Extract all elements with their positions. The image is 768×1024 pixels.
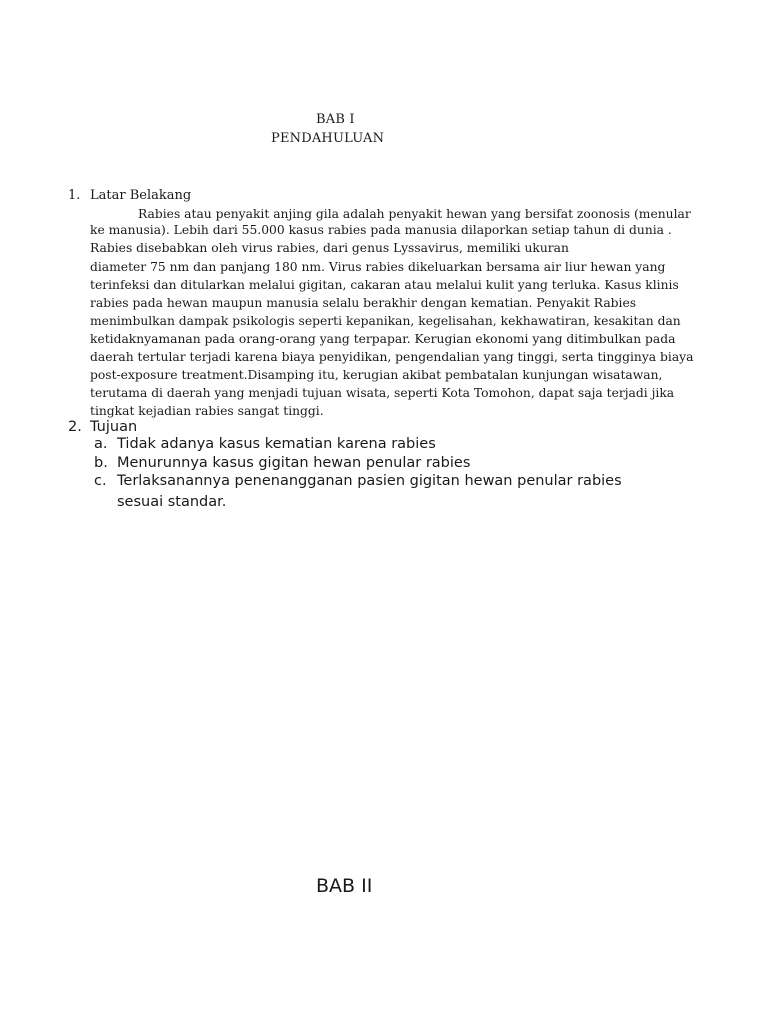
paragraph-line: tingkat kejadian rabies sangat tinggi. xyxy=(90,404,324,418)
chapter-2-heading: BAB II xyxy=(316,875,373,897)
section-1-title: Latar Belakang xyxy=(90,188,192,203)
paragraph-line: rabies pada hewan maupun manusia selalu berakhir dengan kematian. Penyakit Rabies xyxy=(90,296,637,310)
section-2-number: 2. xyxy=(68,419,82,435)
list-item-marker: a. xyxy=(94,436,108,452)
paragraph-line: terutama di daerah yang menjadi tujuan wisata, seperti Kota Tomohon, dapat saja terjadi jika xyxy=(90,386,675,400)
list-item-marker: b. xyxy=(94,455,108,471)
section-1-number: 1. xyxy=(68,188,81,203)
paragraph-line: menimbulkan dampak psikologis seperti kepanikan, kegelisahan, kekhawatiran, kesakitan dan xyxy=(90,314,681,328)
list-item-marker: c. xyxy=(94,473,107,489)
chapter-title: PENDAHULUAN xyxy=(271,131,385,146)
paragraph-line: post-exposure treatment.Disamping itu, kerugian akibat pembatalan kunjungan wisatawan, xyxy=(90,368,663,382)
section-2-title: Tujuan xyxy=(90,419,138,435)
list-item: Menurunnya kasus gigitan hewan penular rabies xyxy=(117,455,471,471)
paragraph-line: Rabies atau penyakit anjing gila adalah penyakit hewan yang bersifat zoonosis (menular xyxy=(138,207,691,221)
list-item-continuation: sesuai standar. xyxy=(117,494,227,510)
paragraph-line: diameter 75 nm dan panjang 180 nm. Virus rabies dikeluarkan bersama air liur hewan yang xyxy=(90,260,666,274)
paragraph-line: terinfeksi dan ditularkan melalui gigitan, cakaran atau melalui kulit yang terluka. Kasus klinis xyxy=(90,278,679,292)
paragraph-line: Rabies disebabkan oleh virus rabies, dari genus Lyssavirus, memiliki ukuran xyxy=(90,241,569,255)
paragraph-line: ke manusia). Lebih dari 55.000 kasus rabies pada manusia dilaporkan setiap tahun di dunia . xyxy=(90,223,672,237)
paragraph-line: ketidaknyamanan pada orang-orang yang terpapar. Kerugian ekonomi yang ditimbulkan pada xyxy=(90,332,676,346)
paragraph-line: daerah tertular terjadi karena biaya penyidikan, pengendalian yang tinggi, serta tingginya biaya xyxy=(90,350,694,364)
list-item: Terlaksanannya penenangganan pasien gigitan hewan penular rabies xyxy=(117,473,622,489)
chapter-number: BAB I xyxy=(316,112,355,127)
list-item: Tidak adanya kasus kematian karena rabies xyxy=(117,436,436,452)
